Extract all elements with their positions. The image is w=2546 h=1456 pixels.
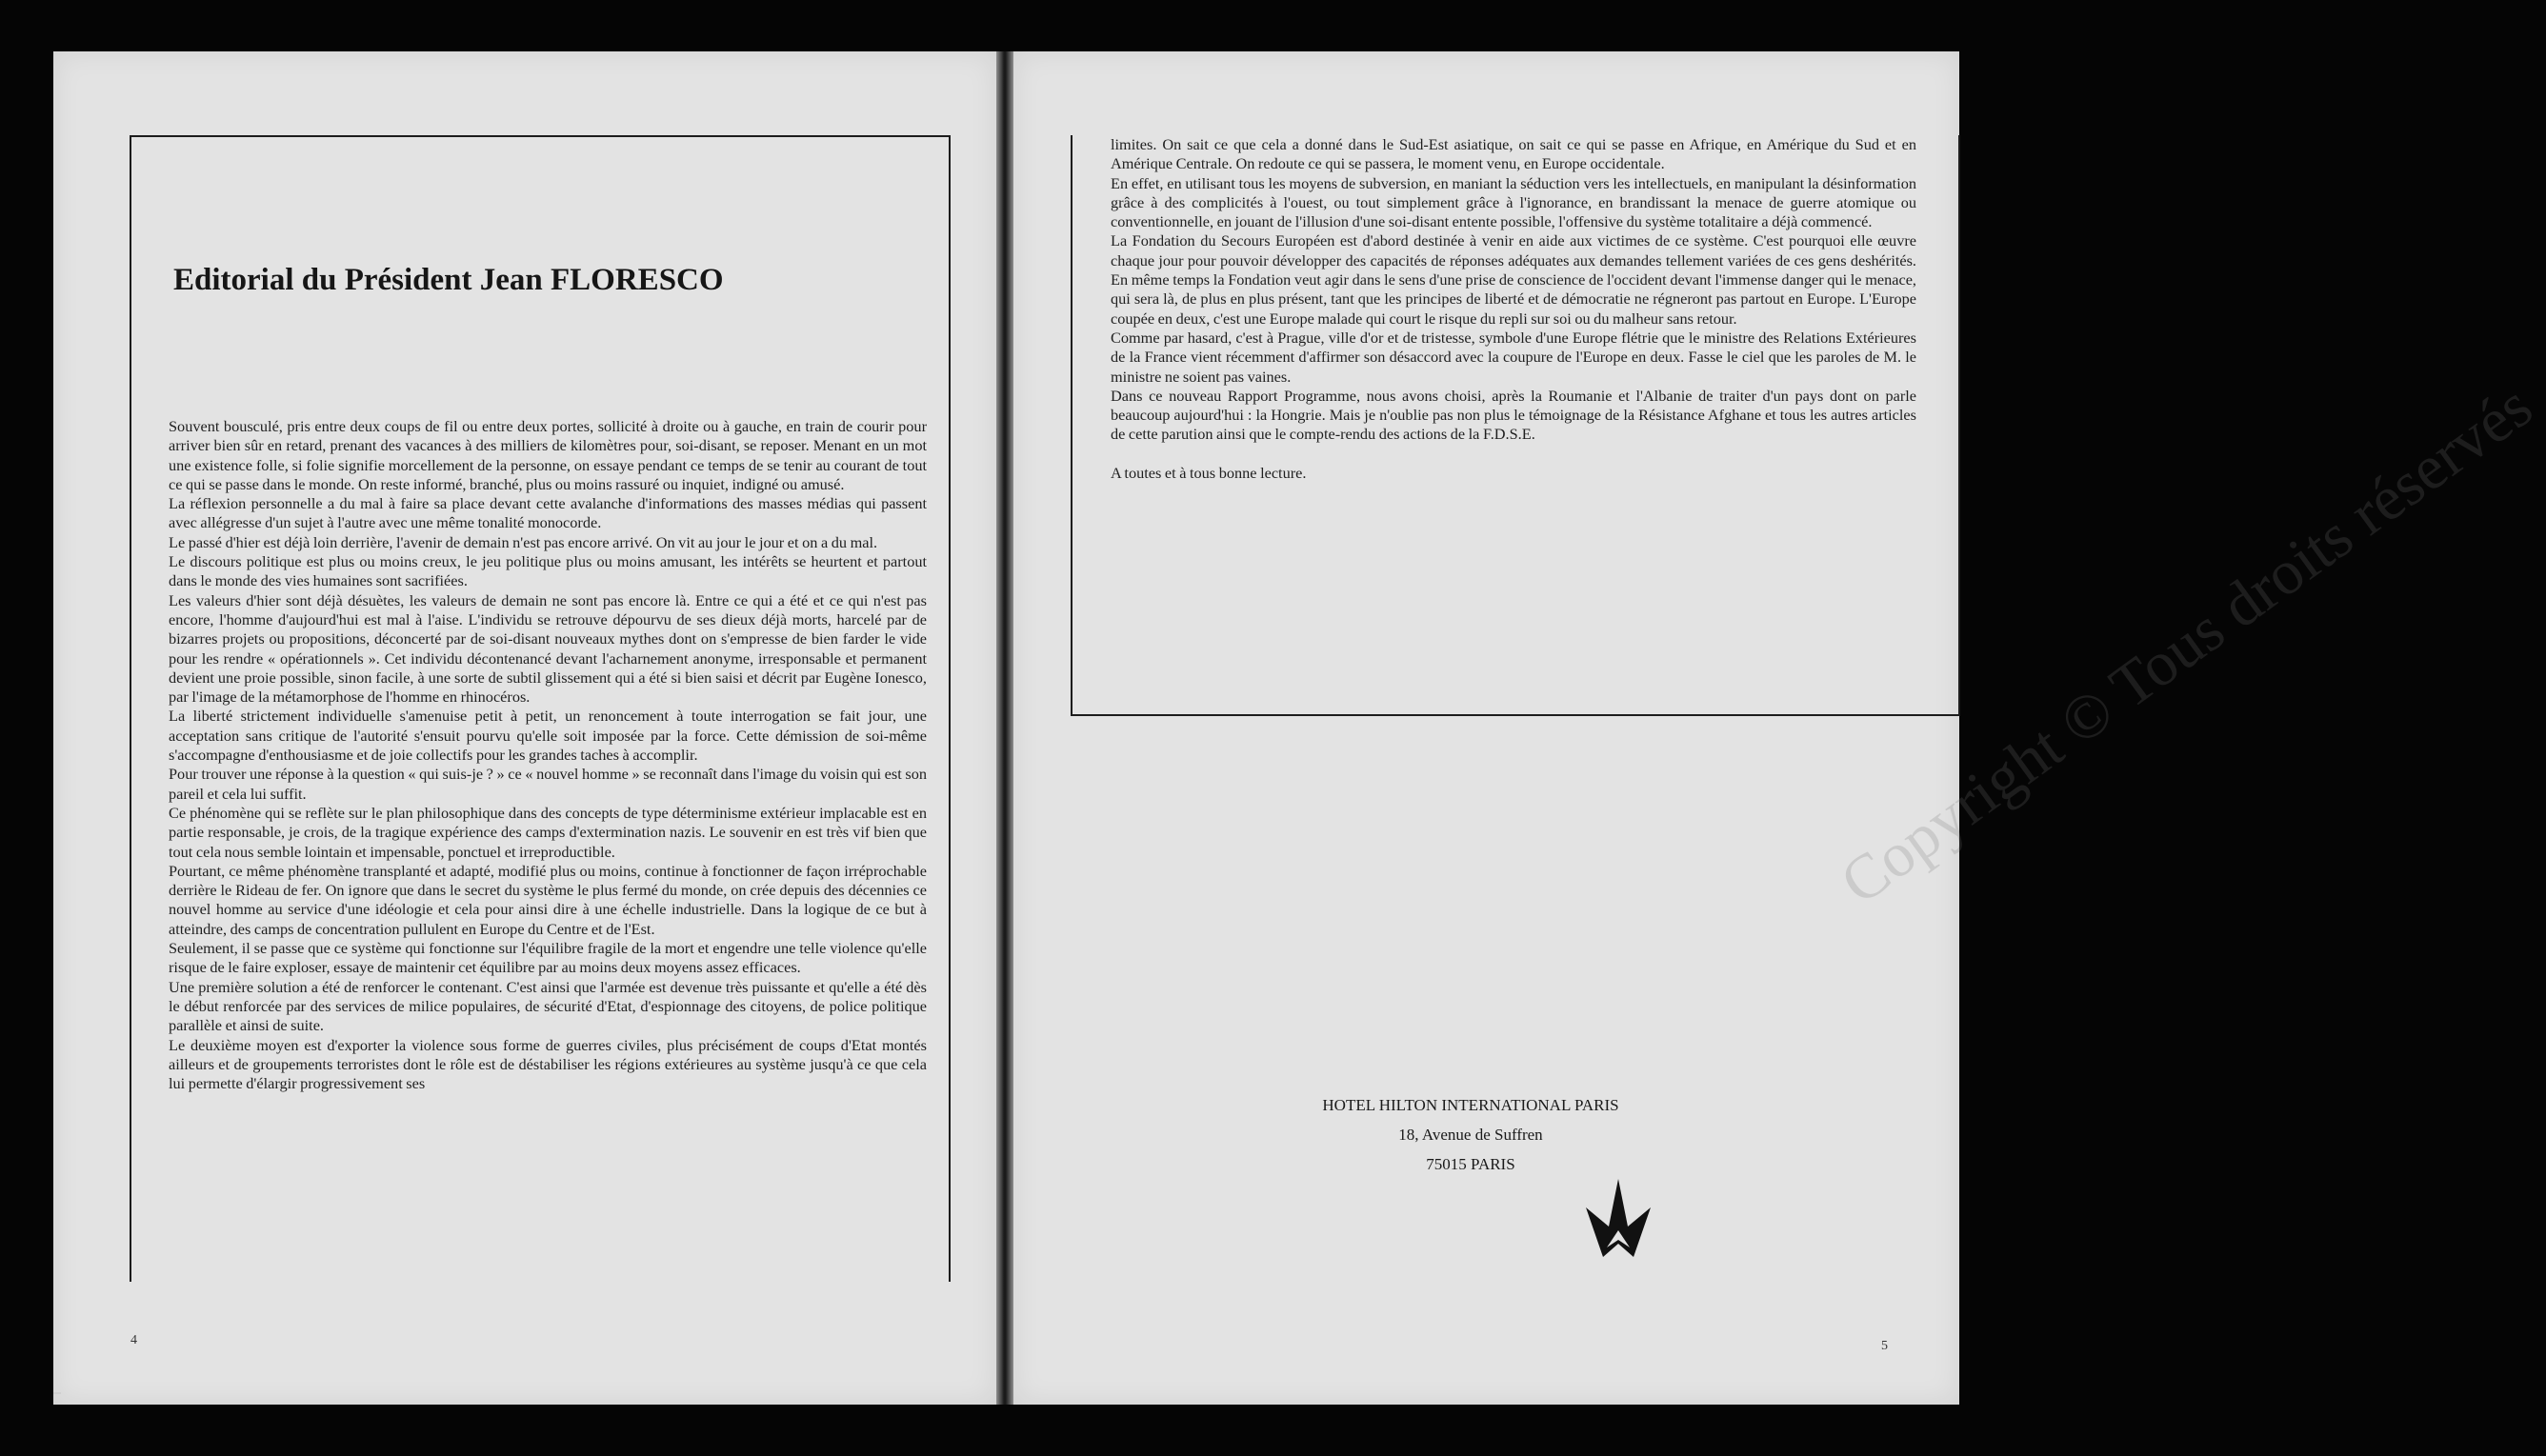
paragraph: Dans ce nouveau Rapport Programme, nous avons choisi, après la Roumanie et l'Albanie de traiter d'un pays dont on parle beaucoup aujourd'hui : la Hongrie. Mais je n'oublie pas non plus le témoignage de la Résistance Afghane et tous les autres articles de cette parution ainsi que le compte-rendu des actions de la F.D.S.E. xyxy=(1111,386,1916,444)
right-article-text xyxy=(1111,135,1916,483)
paragraph: Souvent bousculé, pris entre deux coups de fil ou entre deux portes, sollicité à droite ou à gauche, en train de courir pour arriver bien sûr en retard, prenant des vacances à des milliers de kilomètres pour, soi-disant, se reposer. Menant en un mot une existence folle, si folie signifie morcellement de la personne, on essaye pendant ce temps de se tenir au courant de tout ce qui se passe dans le monde. On reste informé, branché, plus ou moins rassuré ou inquiet, indigné ou amusé. xyxy=(169,417,927,493)
scan-mark xyxy=(53,1392,61,1394)
paragraph: En effet, en utilisant tous les moyens de subversion, en maniant la séduction vers les intellectuels, en manipulant la désinformation grâce à des complicités à l'ouest, ou tout simplement grâce à l'ignorance, en brandissant la menace de guerre atomique ou conventionnelle, en jouant de l'illusion d'une soi-disant entente possible, l'offensive du système totalitaire a déjà commencé. xyxy=(1111,173,1916,231)
paragraph: Le discours politique est plus ou moins creux, le jeu politique plus ou moins amusant, les intérêts se heurtent et partout dans le monde des vies humaines sont sacrifiées. xyxy=(169,552,927,590)
hotel-name: HOTEL HILTON INTERNATIONAL PARIS xyxy=(1322,1096,1619,1114)
paragraph: La Fondation du Secours Européen est d'abord destinée à venir en aide aux victimes de ce système. C'est pourquoi elle œuvre chaque jour pour pouvoir développer des capacités de réponses adéquates aux demandes tellement variées de ces gens deshérités. En même temps la Fondation veut agir dans le sens d'une prise de conscience de l'occident devant l'immense danger qui le menace, qui sera là, de plus en plus présent, tant que les principes de liberté et de démocratie ne régneront pas partout en Europe. L'Europe coupée en deux, c'est une Europe malade qui court le risque du repli sur soi ou du malheur sans retour. xyxy=(1111,231,1916,328)
page-number-right: 5 xyxy=(1881,1339,1888,1353)
left-page xyxy=(53,51,996,1405)
paragraph: limites. On sait ce que cela a donné dans le Sud-Est asiatique, on sait ce qui se passe en Afrique, en Amérique du Sud et en Amérique Centrale. On redoute ce qui se passera, le moment venu, en Europe occidentale. xyxy=(1111,135,1916,173)
hotel-city: 75015 PARIS xyxy=(1426,1155,1515,1173)
paragraph: La réflexion personnelle a du mal à faire sa place devant cette avalanche d'informations des masses médias qui passent avec allégresse d'un sujet à l'autre avec une même tonalité monocorde. xyxy=(169,494,927,532)
closing-line: A toutes et à tous bonne lecture. xyxy=(1111,463,1307,482)
editorial-title: Editorial du Président Jean FLORESCO xyxy=(173,263,724,297)
paragraph: Le deuxième moyen est d'exporter la violence sous forme de guerres civiles, plus précisément de coups d'Etat montés ailleurs et de groupements terroristes dont le rôle est de déstabiliser les régions extérieures au système jusqu'à ce que cela lui permette d'élargir progressivement ses xyxy=(169,1035,927,1093)
book-spine xyxy=(996,51,1013,1405)
paragraph: Le passé d'hier est déjà loin derrière, l'avenir de demain n'est pas encore arrivé. On vit au jour le jour et on a du mal. xyxy=(169,532,878,551)
hilton-logo-icon xyxy=(1584,1177,1653,1261)
spacer xyxy=(1111,445,1916,464)
paragraph: Pour trouver une réponse à la question « qui suis-je ? » ce « nouvel homme » se reconnaît dans l'image du voisin qui est son pareil et cela lui suffit. xyxy=(169,765,927,803)
paragraph: Pourtant, ce même phénomène transplanté et adapté, modifié plus ou moins, continue à fonctionner de façon irréprochable derrière le Rideau de fer. On ignore que dans le secret du système le plus fermé du monde, on crée depuis des décennies ce nouvel homme au service d'une idéologie et cela pour ainsi dire à une échelle industrielle. Dans la logique de ce but à atteindre, des camps de concentration pullulent en Europe du Centre et de l'Est. xyxy=(169,861,927,938)
paragraph: Une première solution a été de renforcer le contenant. C'est ainsi que l'armée est devenue très puissante et qu'elle a été dès le début renforcée par des services de milice populaires, de sécurité d'Etat, d'espionnage des citoyens, de police politique parallèle et ainsi de suite. xyxy=(169,977,927,1035)
paragraph: Seulement, il se passe que ce système qui fonctionne sur l'équilibre fragile de la mort et engendre une telle violence qu'elle risque de le faire exploser, essaye de maintenir cet équilibre par au moins deux moyens assez efficaces. xyxy=(169,939,927,977)
right-page xyxy=(1013,51,2545,1405)
hotel-street: 18, Avenue de Suffren xyxy=(1398,1126,1543,1144)
left-article-text xyxy=(169,417,927,1093)
page-number-left: 4 xyxy=(130,1333,137,1347)
paragraph: Ce phénomène qui se reflète sur le plan philosophique dans des concepts de type déterminisme extérieur implacable est en partie responsable, je crois, de la tragique expérience des camps d'extermination nazis. Le souvenir en est très vif bien que tout cela nous semble lointain et impensable, ponctuel et irreproductible. xyxy=(169,803,927,861)
paragraph: Comme par hasard, c'est à Prague, ville d'or et de tristesse, symbole d'une Europe flétrie que le ministre des Relations Extérieures de la France vient récemment d'affirmer son désaccord avec la coupure de l'Europe en deux. Fasse le ciel que les paroles de M. le ministre ne soient pas vaines. xyxy=(1111,328,1916,386)
copyright-watermark: Copyright © Tous droits réservés xyxy=(1828,370,2545,918)
paragraph: La liberté strictement individuelle s'amenuise petit à petit, un renoncement à toute interrogation se fait jour, une acceptation sans critique de l'autorité s'ensuit pourvu qu'elle soit imposée par la force. Cette démission de soi-même s'accompagne d'enthousiasme et de joie collectifs pour les grandes taches à accomplir. xyxy=(169,707,927,765)
paragraph: Les valeurs d'hier sont déjà désuètes, les valeurs de demain ne sont pas encore là. Entre ce qui a été et ce qui n'est pas encore, l'homme d'aujourd'hui est mal à l'aise. L'individu se retrouve dépourvu de ses dieux déjà morts, harcelé par de bizarres projets ou propositions, déconcerté par de soi-disant nouveaux mythes dont on s'empresse de bien farder le vide pour les rendre « opérationnels ». Cet individu décontenancé devant l'acharnement anonyme, irresponsable et permanent devient une proie possible, sinon facile, à une sorte de subtil glissement qui a été si bien saisi et décrit par Eugène Ionesco, par l'image de la métamorphose de l'homme en rhinocéros. xyxy=(169,590,927,707)
hotel-address-block xyxy=(1209,1090,1733,1179)
